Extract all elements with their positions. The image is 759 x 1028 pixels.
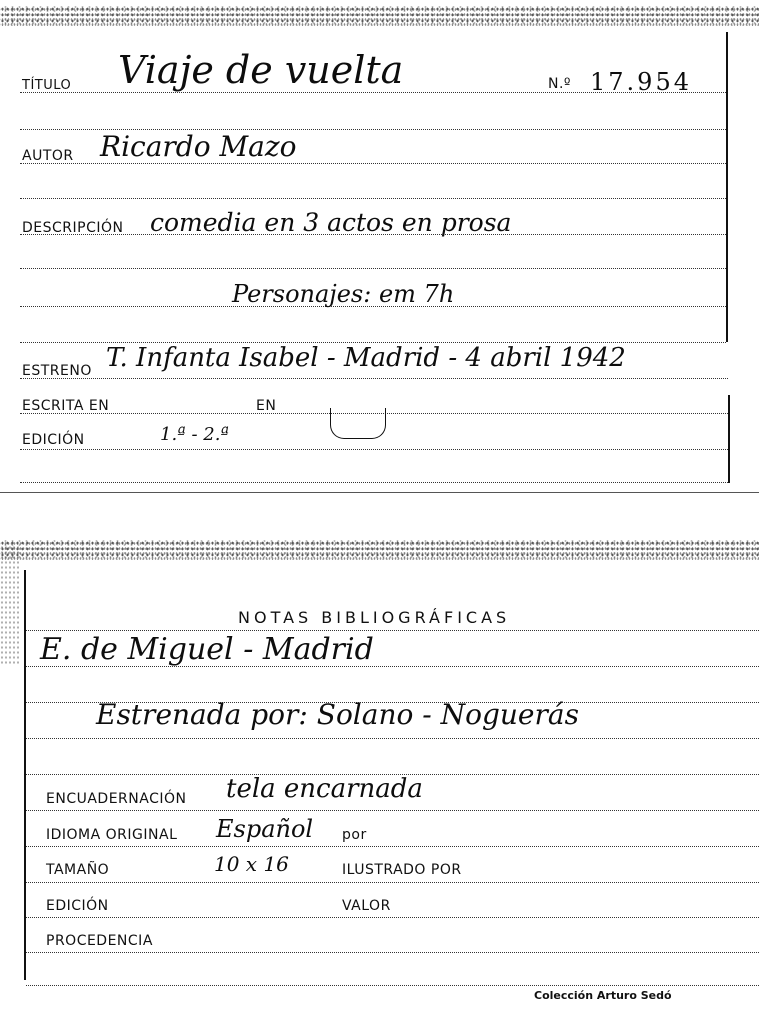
escrita-en-label: ESCRITA EN bbox=[22, 398, 110, 414]
titulo-value: Viaje de vuelta bbox=[118, 48, 404, 92]
estreno-label: ESTRENO bbox=[22, 363, 92, 379]
descripcion-value: comedia en 3 actos en prosa bbox=[150, 208, 512, 237]
rule-line bbox=[26, 917, 759, 918]
encuadernacion-value: tela encarnada bbox=[226, 774, 423, 804]
rule-line bbox=[20, 198, 726, 199]
card-top-right-border bbox=[726, 32, 728, 342]
rule-line bbox=[20, 268, 726, 269]
rule-line bbox=[26, 738, 759, 739]
rule-line bbox=[20, 482, 728, 483]
titulo-label: TÍTULO bbox=[22, 78, 72, 93]
rule-line bbox=[26, 810, 759, 811]
rule-line bbox=[20, 449, 728, 450]
scan-noise-middle bbox=[0, 540, 759, 560]
idioma-value: Español bbox=[216, 815, 314, 843]
edicion-2-label: EDICIÓN bbox=[46, 898, 109, 914]
autor-label: AUTOR bbox=[22, 148, 74, 164]
rule-line bbox=[26, 952, 759, 953]
numero-value: 17.954 bbox=[590, 68, 692, 96]
estreno-value: T. Infanta Isabel - Madrid - 4 abril 1942 bbox=[106, 343, 626, 373]
card-top-right-border-lower bbox=[728, 395, 730, 483]
scan-noise-top bbox=[0, 6, 759, 26]
rule-line bbox=[20, 378, 728, 379]
descripcion-label: DESCRIPCIÓN bbox=[22, 220, 124, 236]
rule-line bbox=[20, 163, 726, 164]
nota-1: E. de Miguel - Madrid bbox=[40, 632, 374, 667]
ink-mark bbox=[330, 408, 386, 439]
card-divider bbox=[0, 492, 759, 493]
por-label: por bbox=[342, 827, 367, 843]
nota-2: Estrenada por: Solano - Noguerás bbox=[96, 698, 579, 731]
en-label: EN bbox=[256, 398, 277, 414]
card-bottom-left-border bbox=[24, 570, 26, 980]
autor-value: Ricardo Mazo bbox=[100, 130, 297, 163]
ilustrado-label: ILUSTRADO POR bbox=[342, 862, 462, 878]
tamano-label: TAMAÑO bbox=[46, 862, 110, 878]
encuadernacion-label: ENCUADERNACIÓN bbox=[46, 791, 187, 807]
edicion-label: EDICIÓN bbox=[22, 432, 85, 448]
tamano-value: 10 x 16 bbox=[214, 852, 289, 876]
coleccion-credit: Colección Arturo Sedó bbox=[534, 989, 672, 1002]
rule-line bbox=[26, 985, 759, 986]
idioma-label: IDIOMA ORIGINAL bbox=[46, 827, 178, 843]
scan-noise-side bbox=[0, 545, 20, 665]
notas-heading: NOTAS BIBLIOGRÁFICAS bbox=[238, 608, 511, 627]
procedencia-label: PROCEDENCIA bbox=[46, 933, 153, 949]
rule-line bbox=[26, 846, 759, 847]
valor-label: VALOR bbox=[342, 898, 391, 914]
numero-label: N.º bbox=[548, 76, 572, 92]
rule-line bbox=[26, 882, 759, 883]
descripcion-value-2: Personajes: em 7h bbox=[232, 280, 455, 308]
rule-line bbox=[26, 630, 759, 631]
edicion-value: 1.ª - 2.ª bbox=[160, 424, 229, 445]
